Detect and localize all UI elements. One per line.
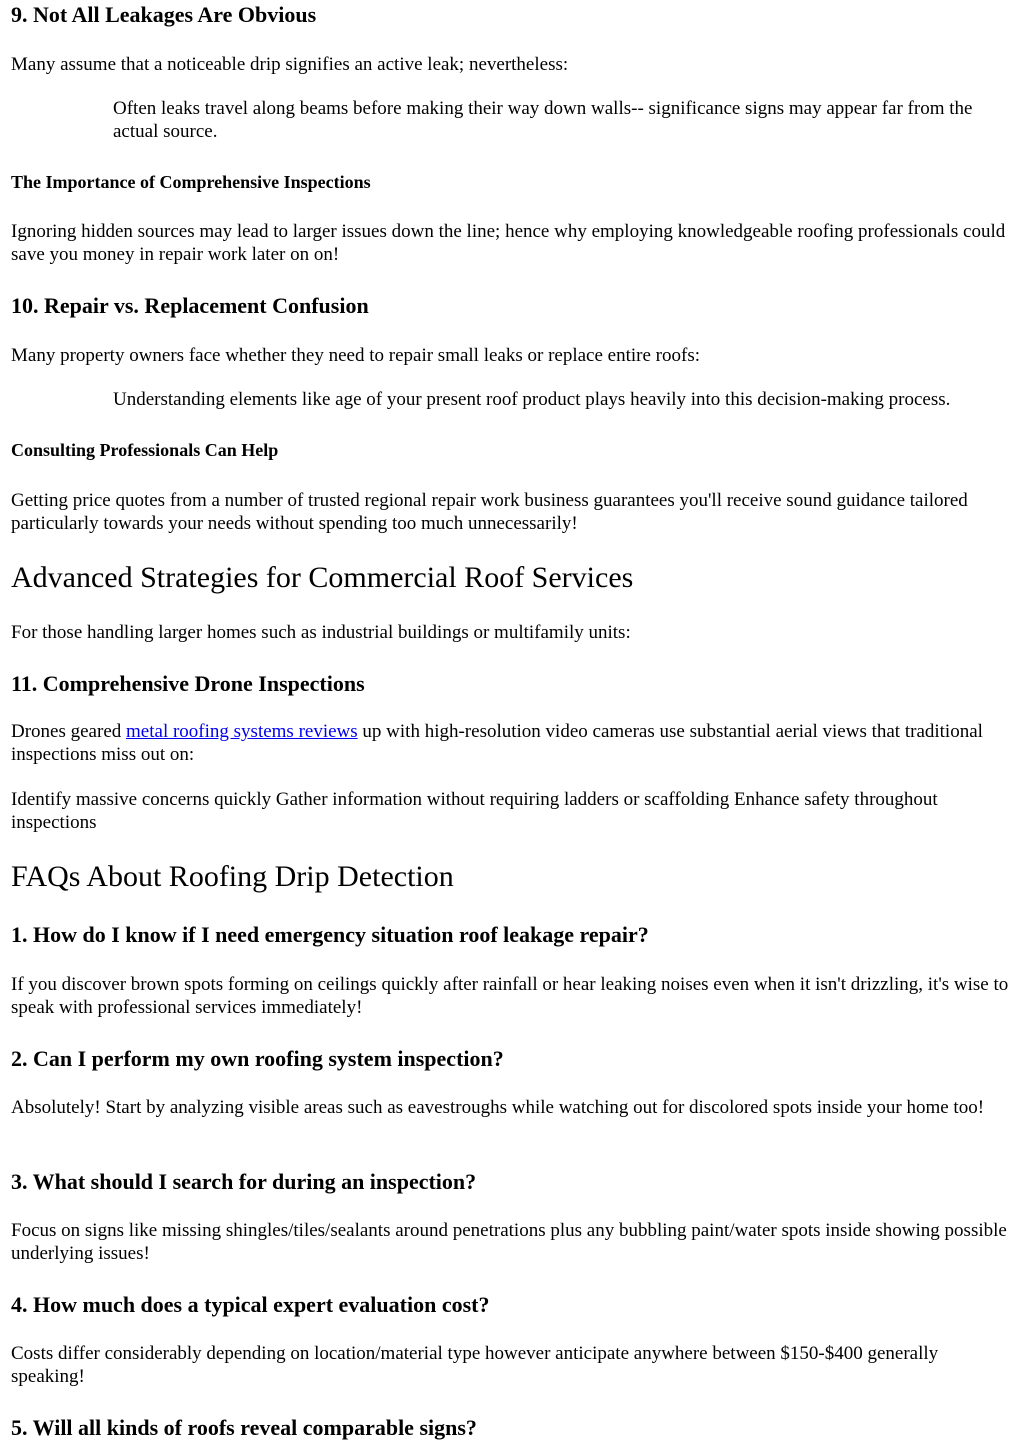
faq-answer: Focus on signs like missing shingles/tiles/sealants around penetrations plus any bubbling paint/water spots inside showing possible underlying issues!: [11, 1220, 1007, 1264]
paragraph: For those handling larger homes such as industrial buildings or multifamily units:: [11, 622, 631, 643]
metal-roofing-reviews-link[interactable]: metal roofing systems reviews: [126, 721, 358, 742]
indented-paragraph: Understanding elements like age of your present roof product plays heavily into this decision-making process.: [113, 389, 951, 410]
paragraph: Identify massive concerns quickly Gather information without requiring ladders or scaffolding Enhance safety throughout inspections: [11, 789, 938, 833]
section-heading-advanced: Advanced Strategies for Commercial Roof Services: [11, 561, 634, 594]
section-heading-10: 10. Repair vs. Replacement Confusion: [11, 293, 369, 318]
section-heading-11: 11. Comprehensive Drone Inspections: [11, 671, 365, 696]
section-heading-faq: FAQs About Roofing Drip Detection: [11, 860, 454, 893]
faq-answer: Absolutely! Start by analyzing visible areas such as eavestroughs while watching out for discolored spots inside your home too!: [11, 1097, 985, 1118]
faq-question: 3. What should I search for during an inspection?: [11, 1169, 477, 1194]
sub-heading: The Importance of Comprehensive Inspections: [11, 172, 371, 192]
paragraph: Many property owners face whether they need to repair small leaks or replace entire roofs:: [11, 345, 700, 366]
indented-paragraph: Often leaks travel along beams before making their way down walls-- significance signs may appear far from the actual source.: [113, 98, 973, 142]
paragraph-text: up with high-resolution video cameras use substantial aerial views that traditional inspections miss out on:: [11, 721, 983, 765]
faq-question: 4. How much does a typical expert evaluation cost?: [11, 1292, 490, 1317]
sub-heading: Consulting Professionals Can Help: [11, 440, 279, 460]
paragraph-with-link: [11, 720, 1010, 766]
section-heading-9: 9. Not All Leakages Are Obvious: [11, 2, 317, 27]
paragraph: Ignoring hidden sources may lead to larger issues down the line; hence why employing knowledgeable roofing professionals could save you money in repair work later on on!: [11, 221, 1006, 265]
faq-question: 1. How do I know if I need emergency situation roof leakage repair?: [11, 922, 649, 947]
paragraph-text: Drones geared: [11, 721, 127, 742]
paragraph: Many assume that a noticeable drip signifies an active leak; nevertheless:: [11, 54, 569, 75]
paragraph: Getting price quotes from a number of trusted regional repair work business guarantees you'll receive sound guidance tailored particularly towards your needs without spending too much unnecessarily!: [11, 490, 968, 534]
faq-answer: Costs differ considerably depending on location/material type however anticipate anywhere between $150-$400 generally speaking!: [11, 1343, 939, 1387]
faq-question: 2. Can I perform my own roofing system inspection?: [11, 1046, 504, 1071]
faq-question: 5. Will all kinds of roofs reveal comparable signs?: [11, 1415, 477, 1440]
faq-answer: If you discover brown spots forming on ceilings quickly after rainfall or hear leaking noises even when it isn't drizzling, it's wise to speak with professional services immediately!: [11, 974, 1009, 1018]
